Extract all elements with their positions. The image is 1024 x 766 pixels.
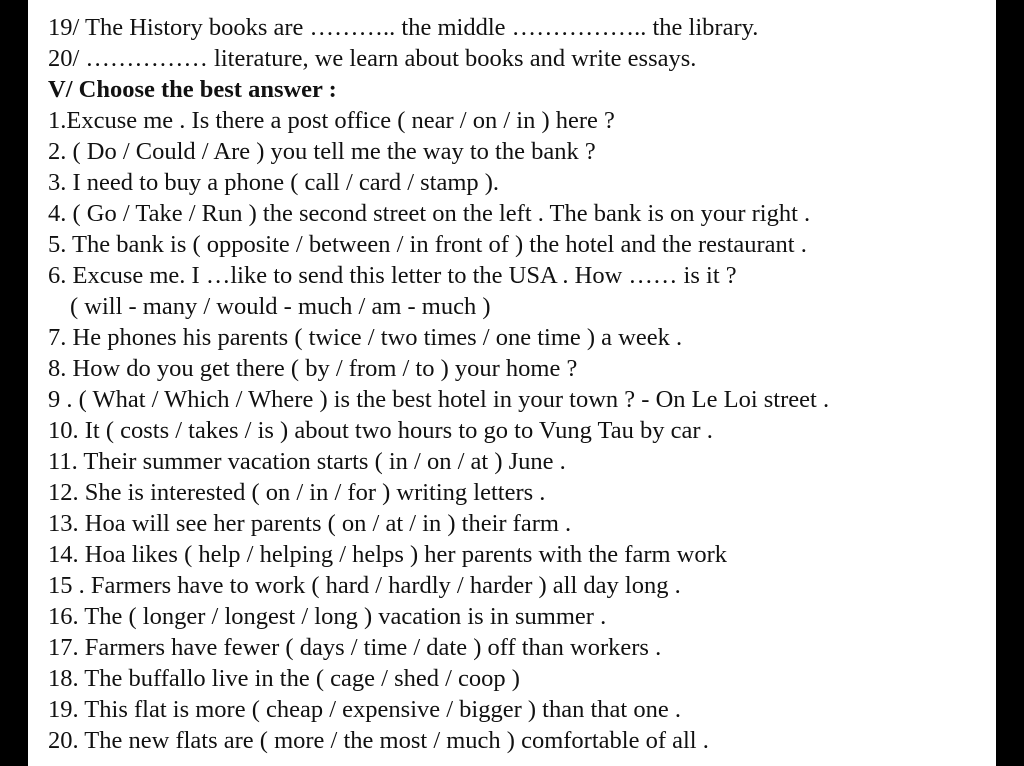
answer-item-10: 10. It ( costs / takes / is ) about two hours to go to Vung Tau by car . [48,417,713,444]
question-20-fill-blank: 20/ …………… literature, we learn about books and write essays. [48,45,697,72]
answer-item-13: 13. Hoa will see her parents ( on / at / in ) their farm . [48,510,572,537]
answer-item-19: 19. This flat is more ( cheap / expensive / bigger ) than that one . [48,696,681,723]
answer-item-3: 3. I need to buy a phone ( call / card / stamp ). [48,169,500,196]
section-heading: V/ Choose the best answer : [48,76,337,103]
document-page [28,0,996,766]
answer-item-6-options: ( will - many / would - much / am - much ) [70,293,491,320]
answer-item-14: 14. Hoa likes ( help / helping / helps ) her parents with the farm work [48,541,728,568]
answer-item-8: 8. How do you get there ( by / from / to ) your home ? [48,355,578,382]
answer-item-1: 1.Excuse me . Is there a post office ( near / on / in ) here ? [48,107,615,134]
answer-item-9: 9 . ( What / Which / Where ) is the best hotel in your town ? - On Le Loi street . [48,386,830,413]
answer-item-16: 16. The ( longer / longest / long ) vacation is in summer . [48,603,607,630]
answer-item-15: 15 . Farmers have to work ( hard / hardly / harder ) all day long . [48,572,681,599]
answer-item-7: 7. He phones his parents ( twice / two times / one time ) a week . [48,324,683,351]
answer-item-18: 18. The buffallo live in the ( cage / shed / coop ) [48,665,520,692]
answer-item-12: 12. She is interested ( on / in / for ) writing letters . [48,479,546,506]
answer-item-5: 5. The bank is ( opposite / between / in front of ) the hotel and the restaurant . [48,231,807,258]
answer-item-11: 11. Their summer vacation starts ( in / on / at ) June . [48,448,566,475]
answer-item-6: 6. Excuse me. I …like to send this letter to the USA . How …… is it ? [48,262,737,289]
answer-item-2: 2. ( Do / Could / Are ) you tell me the way to the bank ? [48,138,596,165]
answer-item-17: 17. Farmers have fewer ( days / time / date ) off than workers . [48,634,662,661]
document-content [48,12,978,756]
question-19-fill-blank: 19/ The History books are ……….. the middle …………….. the library. [48,14,759,41]
answer-item-4: 4. ( Go / Take / Run ) the second street on the left . The bank is on your right . [48,200,811,227]
answer-item-20: 20. The new flats are ( more / the most / much ) comfortable of all . [48,727,709,754]
